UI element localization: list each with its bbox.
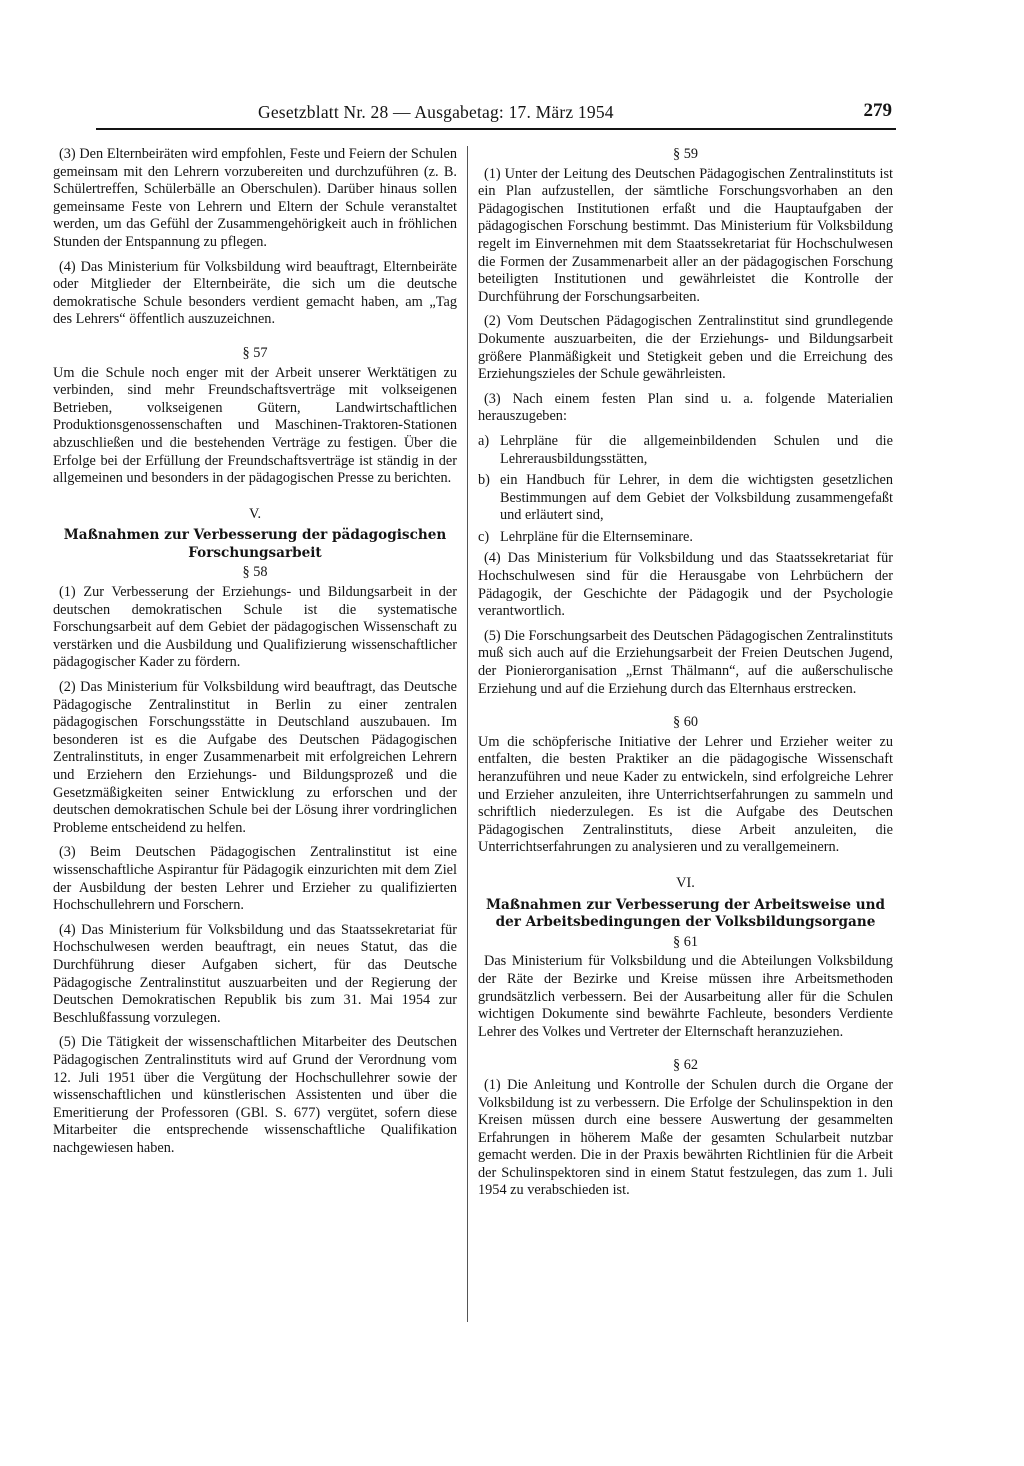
paragraph-58-2: (2) Das Ministerium für Volksbildung wird beauftragt, das Deutsche Pädagogische Zentralinstitut in Berlin zu einer zentralen pädagogischen Forschungsstätte in Deutschland auszubauen. Im besonderen ist es die Aufgabe des Deutschen Pädagogischen Zentralinstituts, in enger Zusammenarbeit mit erfolgreichen Lehrern und Erziehern den Erziehungs- und Bildungsprozeß und die Gesetzmäßigkeiten seiner Entwicklung zu erforschen und der deutschen demokratischen Schule bei der Lösung ihrer vordringlichen Probleme entscheidend zu helfen. (53, 679, 457, 836)
paragraph-62-1: (1) Die Anleitung und Kontrolle der Schulen durch die Organe der Volksbildung ist zu verbessern. Die Erfolge der Schulinspektion in den Kreisen müssen durch eine bessere Auswertung der gesammelten Erfahrungen in höherem Maße der gesamten Schularbeit nutzbar gemacht werden. Die in der Praxis bewährten Richtlinien für die Arbeit der Schulinspektoren sind in einem Statut festzulegen, das zum 1. Juli 1954 zu verabschieden ist. (478, 1076, 893, 1199)
paragraph-58-1: (1) Zur Verbesserung der Erziehungs- und Bildungsarbeit in der deutschen demokratischen Schule ist die systematische Forschungsarbeit auf dem Gebiet der pädagogischen Wissenschaft zu verstärken und die Ausbildung und Qualifizierung wissenschaftlicher pädagogischer Kader zu fördern. (53, 584, 457, 671)
list-item (478, 433, 893, 468)
part-title-v: Maßnahmen zur Verbesserung der pädagogischen Forschungsarbeit (63, 527, 447, 561)
paragraph-59-5: (5) Die Forschungsarbeit des Deutschen Pädagogischen Zentralinstituts muß sich auch auf die Erziehungsarbeit der Freien Deutschen Jugend, der Pionierorganisation „Ernst Thälmann“, auf die außerschulische Erziehung und auf die Erziehung durch das Elternhaus erstrecken. (478, 627, 893, 697)
section-heading-59: § 59 (672, 146, 699, 162)
section-heading-61: § 61 (672, 933, 699, 950)
list-item-text: Lehrpläne für die Elternseminare. (500, 528, 693, 545)
list-item-label: a) (478, 432, 490, 449)
part-numeral-vi: VI. (676, 874, 695, 891)
section-61-text: Das Ministerium für Volksbildung und die Abteilungen Volksbildung der Räte der Bezirke und Kreise müssen ihre Arbeitsmethoden grundsätzlich verbessern. Bei der Ausarbeitung aller für die Schulen wichtigen Dokumente sind bewährte Fachleute, besonders Verdiente Lehrer des Volkes und Vertreter der Elternschaft heranzuziehen. (478, 953, 893, 1040)
left-column (53, 146, 457, 1164)
section-heading-62: § 62 (672, 1057, 699, 1074)
page-number: 279 (863, 100, 892, 121)
section-heading-57: § 57 (242, 344, 268, 361)
paragraph-58-3: (3) Beim Deutschen Pädagogischen Zentralinstitut ist eine wissenschaftliche Aspirantur für Pädagogik einzurichten mit dem Ziel der Ausbildung der besten Lehrer und Erzieher zu qualifizierten Hochschullehrern und Forschern. (53, 844, 457, 914)
paragraph-59-4: (4) Das Ministerium für Volksbildung und das Staatssekretariat für Hochschulwesen sind für die Herausgabe von Lehrbüchern der Pädagogik, der Geschichte der Pädagogik und der Psychologie verantwortlich. (478, 550, 893, 620)
paragraph-58-5: (5) Die Tätigkeit der wissenschaftlichen Mitarbeiter des Deutschen Pädagogischen Zentralinstituts wird auf Grund der Verordnung vom 12. Juli 1951 über die Vergütung der Hochschullehrer sowie der wissenschaftlichen und künstlerischen Assistenten und über die Emeritierung der Professoren (GBl. S. 677) vergütet, sofern diese Mitarbeiter die entsprechende wissenschaftliche Qualifikation nachgewiesen haben. (53, 1034, 457, 1156)
paragraph-59-2: (2) Vom Deutschen Pädagogischen Zentralinstitut sind grundlegende Dokumente auszuarbeiten, die der Erziehungs- und Bildungsarbeit größere Planmäßigkeit und Stetigkeit geben und die Erreichung des Erziehungszieles der Schule gewährleisten. (478, 313, 893, 383)
list-item (478, 529, 893, 547)
part-title-vi: Maßnahmen zur Verbesserung der Arbeitsweise und der Arbeitsbedingungen der Volksbildungsorgane (485, 896, 886, 931)
section-60-text: Um die schöpferische Initiative der Lehrer und Erzieher weiter zu entfalten, die besten Praktiker an die pädagogische Wissenschaft heranzuführen und neue Kader zu entwickeln, sind erfolgreiche Lehrer und Erzieher anzuleiten, ihre Unterrichtserfahrungen zu sammeln und schriftlich niederzulegen. Es ist die Aufgabe des Deutschen Pädagogischen Zentralinstituts, diese Arbeit anzuleiten, die Unterrichtserfahrungen zu analysieren und zu verallgemeinern. (478, 733, 893, 856)
list-item-text: Lehrpläne für die allgemeinbildenden Schulen und die Lehrerausbildungsstätten, (500, 432, 893, 467)
paragraph-59-3: (3) Nach einem festen Plan sind u. a. folgende Materialien herauszugeben: (478, 390, 893, 425)
header-title: Gesetzblatt Nr. 28 — Ausgabetag: 17. März 1954 (258, 102, 614, 122)
section-heading-60: § 60 (672, 714, 699, 731)
section-heading-58: § 58 (242, 564, 268, 581)
paragraph-58-4: (4) Das Ministerium für Volksbildung und das Staatssekretariat für Hochschulwesen werden beauftragt, ein neues Statut, das die Durchführung dieser Aufgaben sichert, für das Deutsche Pädagogische Zentralinstitut auszuarbeiten und der Regierung der Deutschen Demokratischen Republik bis zum 31. Mai 1954 zur Beschlußfassung vorzulegen. (53, 921, 457, 1026)
list-item-label: c) (478, 528, 490, 545)
section-57-text: Um die Schule noch enger mit der Arbeit unserer Werktätigen zu verbinden, sind mehr Freundschaftsverträge mit volkseigenen Betrieben, volkseigenen Gütern, Landwirtschaftlichen Produktionsgenossenschaften und Maschinen-Traktoren-Stationen abzuschließen und die bestehenden Verträge zu festigen. Über die Erfolge bei der Erfüllung der Freundschaftsverträge ist ständig in der allgemeinen und besonders in der pädagogischen Presse zu berichten. (53, 364, 457, 487)
column-divider (467, 146, 468, 1322)
right-column (478, 146, 893, 1207)
page-header (96, 100, 896, 130)
paragraph-56-4: (4) Das Ministerium für Volksbildung wird beauftragt, Elternbeiräte oder Mitglieder der Elternbeiräte, die sich um die deutsche demokratische Schule besonders verdient gemacht haben, am „Tag des Lehrers“ öffentlich auszuzeichnen. (53, 258, 457, 328)
list-item-label: b) (478, 472, 490, 489)
part-numeral-v: V. (248, 505, 262, 522)
list-item-text: ein Handbuch für Lehrer, in dem die wichtigsten gesetzlichen Bestimmungen auf dem Gebiet der Volksbildung zusammengefaßt und erläutert sind, (500, 472, 893, 524)
list-item (478, 472, 893, 525)
paragraph-56-3: (3) Den Elternbeiräten wird empfohlen, Feste und Feiern der Schulen gemeinsam mit den Lehrern vorzubereiten und durchzuführen (z. B. Schülertreffen, Schülerbälle an Oberschulen). Darüber hinaus sollen gemeinsame Feste von Lehrern und Eltern der Schule veranstaltet werden, um das Gefühl der Zusammengehörigkeit auch in fröhlichen Stunden der Entspannung zu pflegen. (53, 146, 457, 250)
paragraph-59-1: (1) Unter der Leitung des Deutschen Pädagogischen Zentralinstituts ist ein Plan aufzustellen, der sämtliche Forschungsvorhaben an den Pädagogischen Institutionen erfaßt und die Hauptaufgaben der pädagogischen Forschung bestimmt. Das Ministerium für Volksbildung regelt im Einvernehmen mit dem Staatssekretariat für Hochschulwesen die Formen der Zusammenarbeit aller an der pädagogischen Forschung beteiligten Institutionen und gewährleistet die Kontrolle der Durchführung der Forschungsarbeiten. (478, 165, 893, 305)
